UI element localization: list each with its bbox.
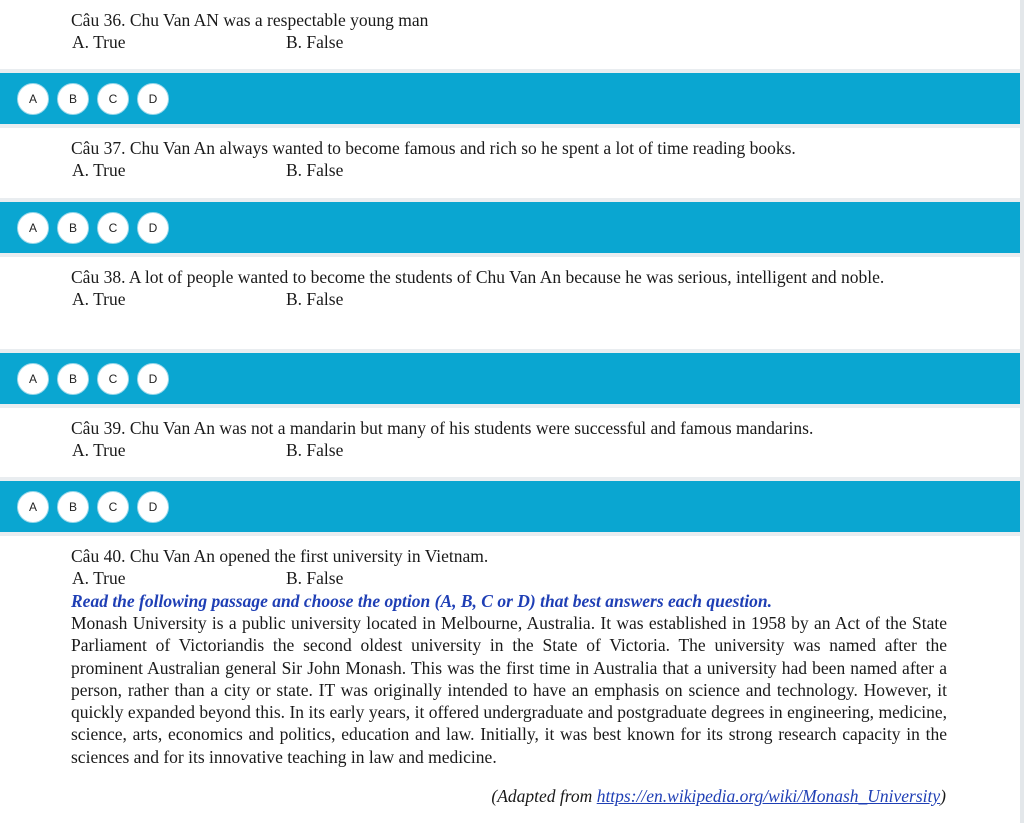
reading-instruction: Read the following passage and choose the option (A, B, C or D) that best answers each question.: [71, 591, 773, 611]
answer-d-button[interactable]: D: [137, 83, 169, 115]
question-38: [71, 266, 951, 310]
answer-c-button[interactable]: C: [97, 212, 129, 244]
answer-a-button[interactable]: A: [17, 491, 49, 523]
answer-a-button[interactable]: A: [17, 212, 49, 244]
source-link[interactable]: https://en.wikipedia.org/wiki/Monash_University: [596, 786, 941, 806]
reading-passage: Monash University is a public university located in Melbourne, Australia. It was established in 1958 by an Act of the State Parliament of Victoriandis the second oldest university in the State of Victoria. The university was named after the prominent Australian general Sir John Monash. This was the first time in Australia that a university had been named after a person, rather than a city or state. IT was originally intended to have an emphasis on science and technology. However, it quickly expanded beyond this. In its early years, it offered undergraduate and postgraduate degrees in engineering, medicine, science, arts, economics and politics, education and law. Initially, it was best known for its strong research capacity in the sciences and for its innovative teaching in law and medicine.: [71, 613, 947, 767]
question-stem: Câu 40. Chu Van An opened the first university in Vietnam.: [71, 546, 489, 566]
question-40: [71, 545, 951, 589]
answer-a-button[interactable]: A: [17, 83, 49, 115]
answer-b-button[interactable]: B: [57, 212, 89, 244]
answer-bar-39: [0, 477, 1020, 536]
question-39: [71, 417, 951, 461]
question-stem: Câu 37. Chu Van An always wanted to become famous and rich so he spent a lot of time reading books.: [71, 138, 796, 158]
answer-a-button[interactable]: A: [17, 363, 49, 395]
answer-d-button[interactable]: D: [137, 212, 169, 244]
answer-bar-37: [0, 198, 1020, 257]
answer-c-button[interactable]: C: [97, 363, 129, 395]
option-b: B. False: [286, 289, 344, 309]
answer-c-button[interactable]: C: [97, 83, 129, 115]
answer-bar-36: [0, 69, 1020, 128]
question-stem: Câu 39. Chu Van An was not a mandarin but many of his students were successful and famous mandarins.: [71, 418, 814, 438]
question-37: [71, 137, 951, 181]
option-a: A. True: [72, 440, 126, 460]
answer-bar-38: [0, 349, 1020, 408]
answer-b-button[interactable]: B: [57, 491, 89, 523]
source-prefix: (Adapted from: [491, 786, 597, 806]
passage-source: [491, 785, 946, 807]
answer-d-button[interactable]: D: [137, 363, 169, 395]
question-36: [71, 9, 951, 53]
page-edge: [1020, 0, 1024, 823]
option-b: B. False: [286, 32, 344, 52]
option-a: A. True: [72, 568, 126, 588]
answer-c-button[interactable]: C: [97, 491, 129, 523]
answer-b-button[interactable]: B: [57, 363, 89, 395]
option-a: A. True: [72, 160, 126, 180]
option-b: B. False: [286, 568, 344, 588]
answer-b-button[interactable]: B: [57, 83, 89, 115]
option-a: A. True: [72, 32, 126, 52]
source-suffix: ): [940, 786, 946, 806]
option-b: B. False: [286, 440, 344, 460]
option-a: A. True: [72, 289, 126, 309]
question-stem: Câu 38. A lot of people wanted to become the students of Chu Van An because he was serious, intelligent and noble.: [71, 267, 885, 287]
option-b: B. False: [286, 160, 344, 180]
question-stem: Câu 36. Chu Van AN was a respectable young man: [71, 10, 429, 30]
answer-d-button[interactable]: D: [137, 491, 169, 523]
